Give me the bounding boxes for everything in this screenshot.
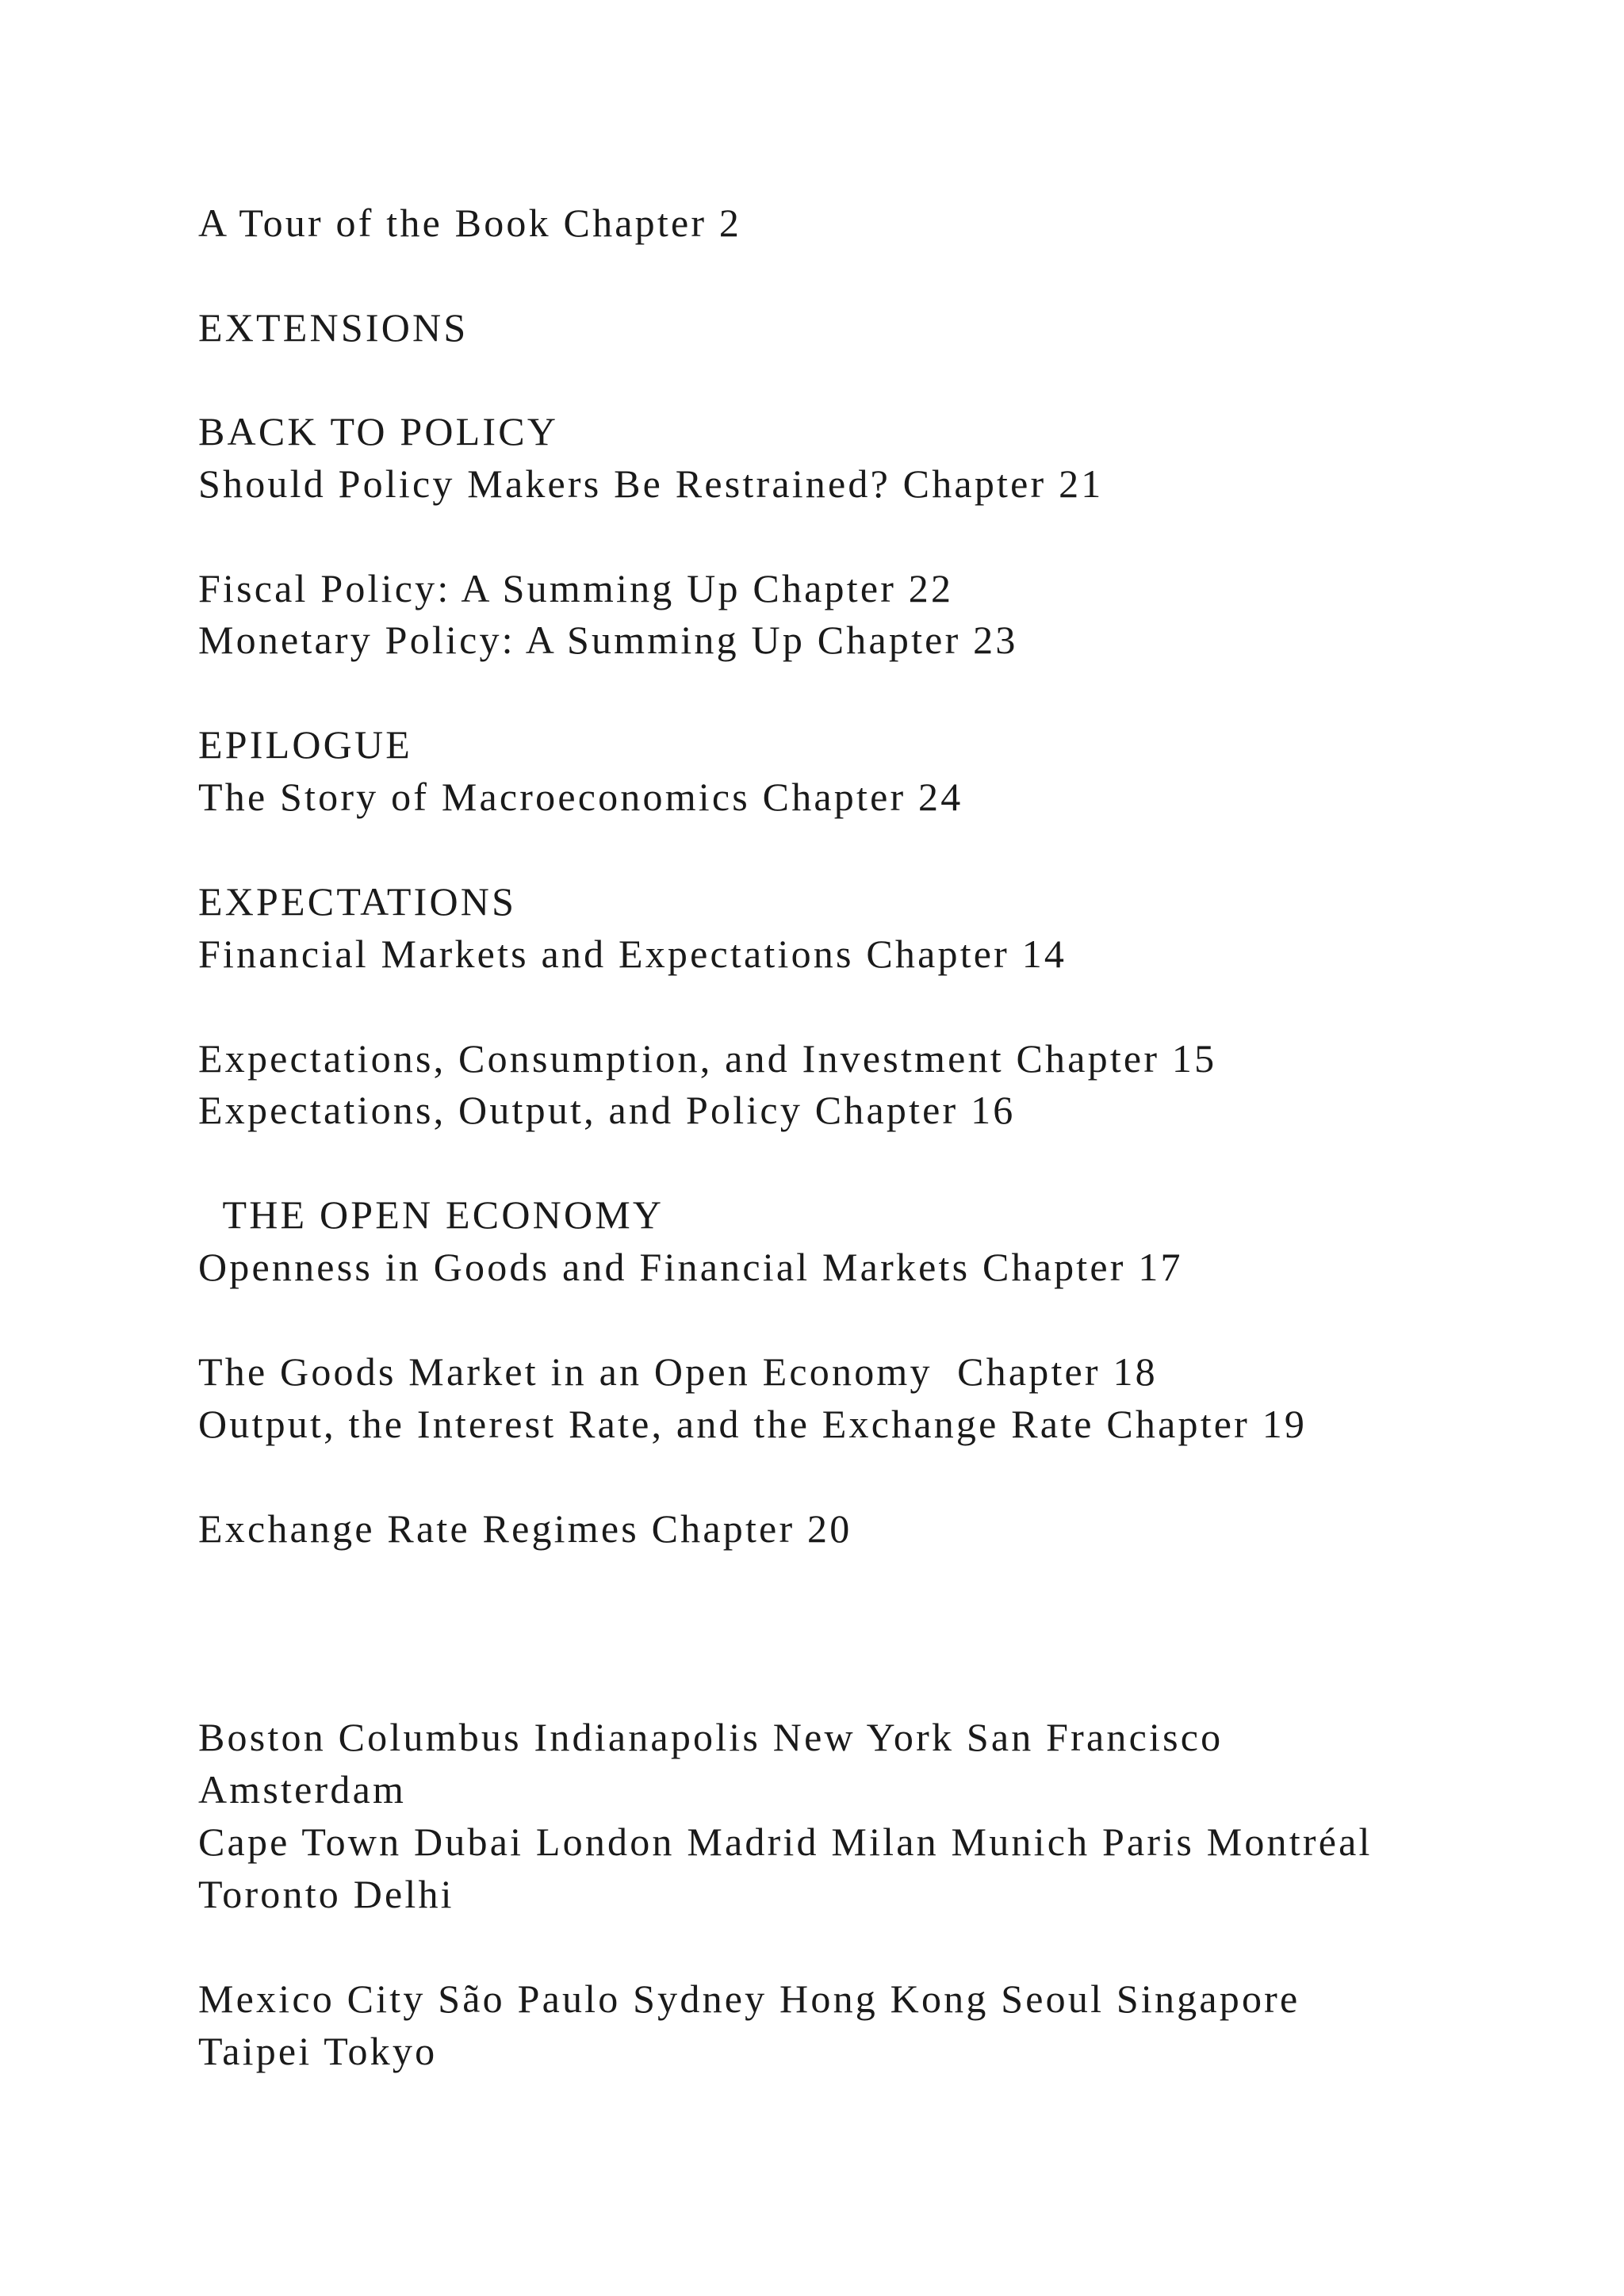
text-line-chapter-15: Expectations, Consumption, and Investment Chapter 15 (198, 1036, 1217, 1081)
text-line-chapter-21: Should Policy Makers Be Restrained? Chapter 21 (198, 461, 1104, 506)
section-heading-back-to-policy: BACK TO POLICY (198, 409, 559, 453)
text-line-chapter-18: The Goods Market in an Open Economy Chapter 18 (198, 1349, 1158, 1394)
cities-line-5: Mexico City São Paulo Sydney Hong Kong Seoul Singapore (198, 1976, 1300, 2021)
text-line-chapter-20: Exchange Rate Regimes Chapter 20 (198, 1506, 852, 1551)
section-heading-extensions: EXTENSIONS (198, 305, 469, 350)
text-line-chapter-23: Monetary Policy: A Summing Up Chapter 23 (198, 618, 1018, 662)
section-heading-expectations: EXPECTATIONS (198, 879, 517, 924)
cities-line-1: Boston Columbus Indianapolis New York San Francisco (198, 1715, 1224, 1759)
text-line-chapter-22: Fiscal Policy: A Summing Up Chapter 22 (198, 566, 954, 610)
cities-line-2: Amsterdam (198, 1767, 407, 1812)
section-heading-epilogue: EPILOGUE (198, 722, 413, 767)
cities-line-4: Toronto Delhi (198, 1872, 454, 1916)
text-line-chapter-19: Output, the Interest Rate, and the Exchange Rate Chapter 19 (198, 1402, 1308, 1446)
text-line-chapter-17: Openness in Goods and Financial Markets Chapter 17 (198, 1245, 1183, 1289)
text-line-tour: A Tour of the Book Chapter 2 (198, 201, 742, 245)
cities-line-3: Cape Town Dubai London Madrid Milan Munich Paris Montréal (198, 1820, 1373, 1864)
text-line-chapter-14: Financial Markets and Expectations Chapter 14 (198, 932, 1067, 976)
text-line-chapter-24: The Story of Macroeconomics Chapter 24 (198, 775, 963, 819)
text-line-chapter-16: Expectations, Output, and Policy Chapter 16 (198, 1088, 1016, 1132)
cities-line-6: Taipei Tokyo (198, 2029, 438, 2073)
section-heading-open-economy: THE OPEN ECONOMY (198, 1192, 665, 1237)
